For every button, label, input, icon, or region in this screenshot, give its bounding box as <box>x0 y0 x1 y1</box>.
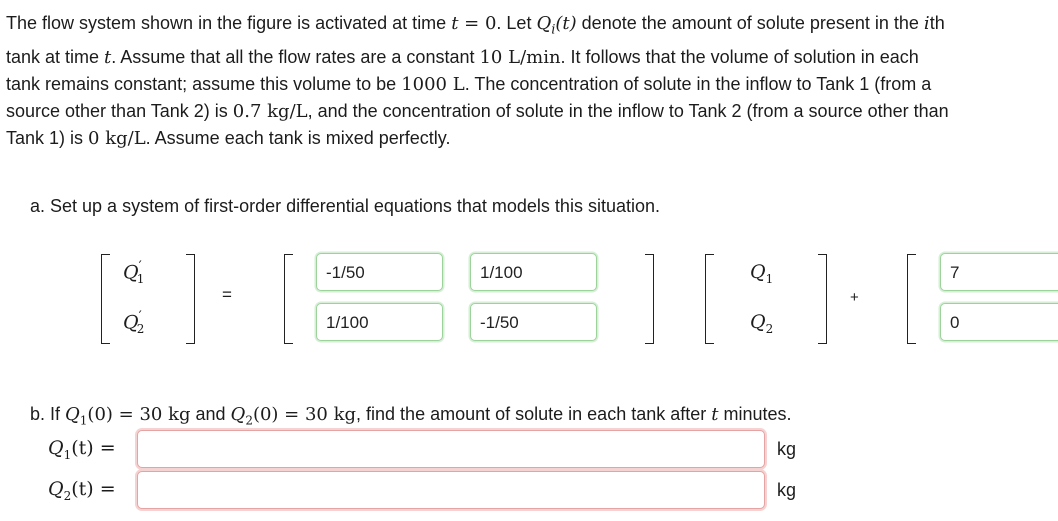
lhs-right-bracket <box>186 254 195 344</box>
q2-answer-input[interactable] <box>137 471 765 509</box>
problem-line-5: Tank 1) is 0 kg/L. Assume each tank is mixed perfectly. <box>6 127 451 149</box>
q1-answer-label: $Q_1(t)$ = <box>48 437 116 462</box>
part-a-label: a. Set up a system of first-order differential equations that models this situation. <box>30 196 660 216</box>
lhs-q1-prime: $Q'_1$ <box>123 259 145 287</box>
lhs-left-bracket <box>101 254 110 344</box>
state-q2: $Q_2$ <box>750 311 774 336</box>
state-q1: $Q_1$ <box>750 261 774 286</box>
q1-answer-input[interactable] <box>137 430 765 468</box>
matrix-input-1-1[interactable]: -1/50 <box>316 253 443 291</box>
matrix-right-bracket <box>645 254 654 344</box>
plus-sign: + <box>850 289 859 306</box>
forcing-input-2[interactable]: 0 <box>940 303 1058 341</box>
problem-line-2: tank at time t. Assume that all the flow rates are a constant 10 L/min. It follows that the volume of solution in each <box>6 46 919 68</box>
problem-statement <box>6 10 1046 152</box>
problem-line-3: tank remains constant; assume this volume to be 1000 L. The concentration of solute in the inflow to Tank 1 (from a <box>6 73 932 95</box>
state-right-bracket <box>818 254 827 344</box>
problem-line-1: The flow system shown in the figure is activated at time t = 0. Let $Q_i(t)$ denote the amount of solute present in the ith <box>6 13 945 38</box>
q2-unit: kg <box>777 480 797 500</box>
matrix-left-bracket <box>284 254 293 344</box>
equals-sign: = <box>222 285 232 304</box>
q1-unit: kg <box>777 439 797 459</box>
forcing-left-bracket <box>907 254 916 344</box>
state-left-bracket <box>705 254 714 344</box>
matrix-input-1-2[interactable]: 1/100 <box>470 253 597 291</box>
matrix-input-2-2[interactable]: -1/50 <box>470 303 597 341</box>
forcing-input-1[interactable]: 7 <box>940 253 1058 291</box>
matrix-input-2-1[interactable]: 1/100 <box>316 303 443 341</box>
part-b-label: b. If $Q_1(0) = 30$ kg and $Q_2(0) = 30$ kg, find the amount of solute in each tank after t minutes. <box>30 404 792 428</box>
problem-line-4: source other than Tank 2) is 0.7 kg/L, and the concentration of solute in the inflow to Tank 2 (from a source other than <box>6 100 949 122</box>
lhs-q2-prime: $Q'_2$ <box>123 309 145 337</box>
q2-answer-label: $Q_2(t)$ = <box>48 478 116 503</box>
